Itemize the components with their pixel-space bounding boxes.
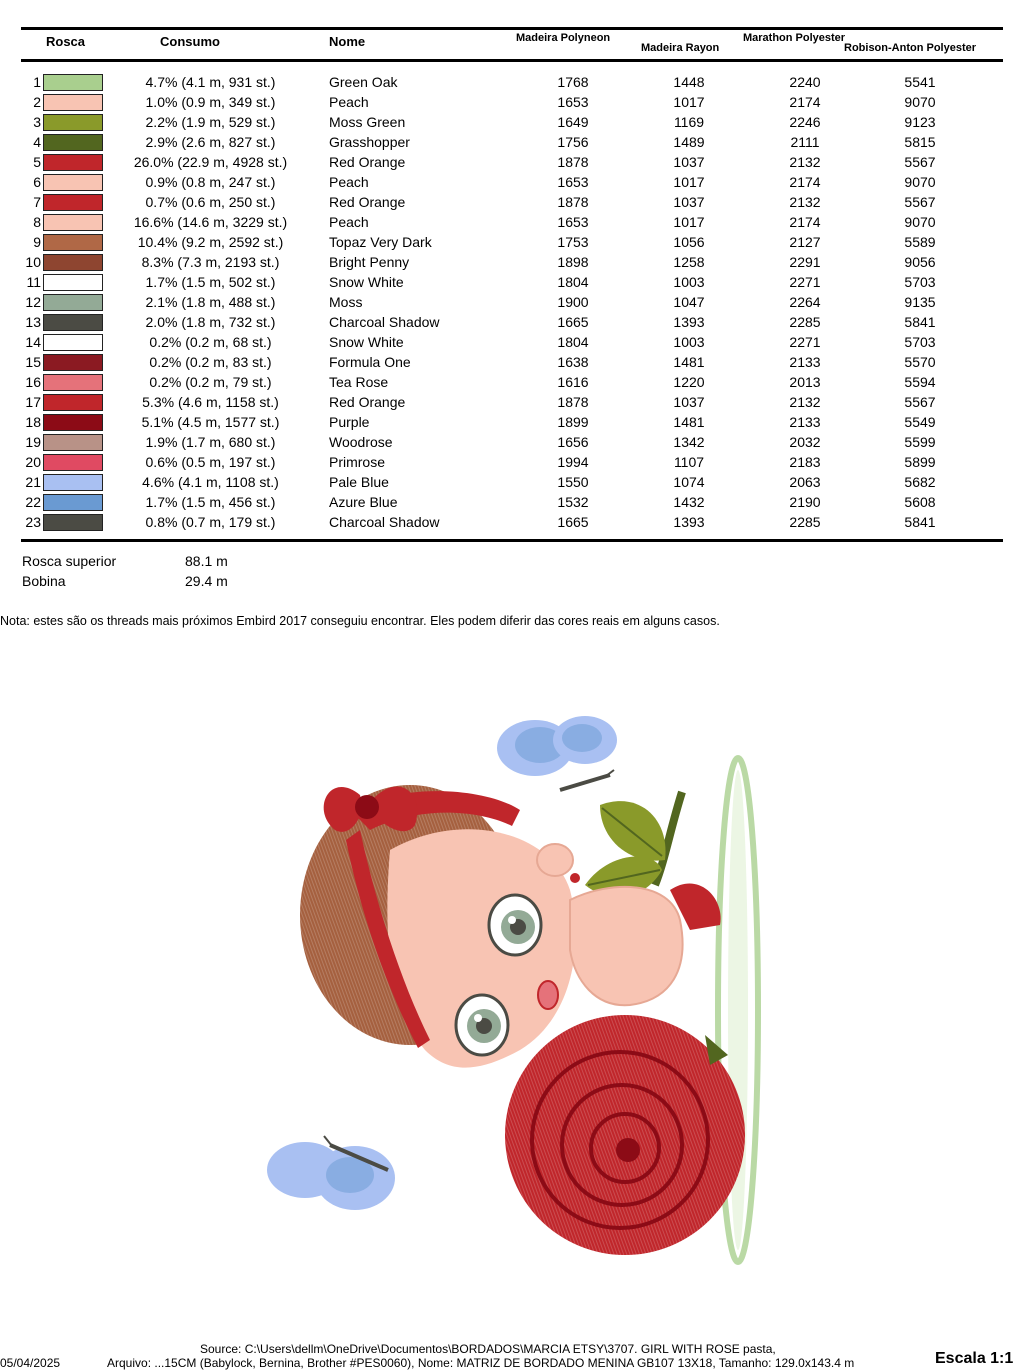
table-row (0, 312, 1024, 332)
row-consumption: 2.1% (1.8 m, 488 st.) (145, 294, 276, 310)
row-thread-name: Bright Penny (329, 254, 410, 270)
row-thread-name: Woodrose (329, 434, 393, 450)
table-row (0, 412, 1024, 432)
row-number: 17 (25, 394, 41, 410)
mouth (538, 981, 558, 1009)
total-bobbin-label: Bobina (22, 573, 66, 589)
row-madeira-rayon: 1393 (673, 314, 705, 330)
row-robison-anton-polyester: 5549 (904, 414, 936, 430)
row-madeira-rayon: 1258 (673, 254, 705, 270)
row-number: 23 (25, 514, 41, 530)
row-consumption: 5.3% (4.6 m, 1158 st.) (142, 394, 279, 410)
row-marathon-polyester: 2132 (789, 154, 821, 170)
row-robison-anton-polyester: 5703 (904, 334, 936, 350)
row-madeira-rayon: 1393 (673, 514, 705, 530)
row-thread-name: Charcoal Shadow (329, 514, 440, 530)
row-madeira-polyneon: 1656 (557, 434, 589, 450)
row-madeira-rayon: 1056 (673, 234, 705, 250)
table-row (0, 332, 1024, 352)
butterfly-lower (267, 1136, 395, 1210)
color-swatch (43, 474, 103, 491)
row-madeira-rayon: 1003 (673, 274, 705, 290)
row-number: 18 (25, 414, 41, 430)
total-bobbin-value: 29.4 m (185, 573, 228, 589)
row-robison-anton-polyester: 5594 (904, 374, 936, 390)
row-madeira-rayon: 1169 (673, 114, 705, 130)
row-madeira-rayon: 1481 (673, 354, 705, 370)
row-robison-anton-polyester: 9056 (904, 254, 936, 270)
row-robison-anton-polyester: 5841 (904, 514, 936, 530)
row-robison-anton-polyester: 5682 (904, 474, 936, 490)
row-madeira-polyneon: 1878 (557, 154, 589, 170)
table-row (0, 492, 1024, 512)
row-consumption: 0.2% (0.2 m, 83 st.) (149, 354, 272, 370)
color-swatch (43, 434, 103, 451)
row-consumption: 2.0% (1.8 m, 732 st.) (145, 314, 276, 330)
row-marathon-polyester: 2127 (789, 234, 821, 250)
row-number: 21 (25, 474, 41, 490)
row-thread-name: Snow White (329, 274, 404, 290)
row-thread-name: Topaz Very Dark (329, 234, 432, 250)
color-swatch (43, 374, 103, 391)
row-marathon-polyester: 2174 (789, 94, 821, 110)
row-marathon-polyester: 2291 (789, 254, 821, 270)
row-consumption: 1.0% (0.9 m, 349 st.) (145, 94, 276, 110)
row-number: 10 (25, 254, 41, 270)
row-madeira-polyneon: 1653 (557, 214, 589, 230)
row-madeira-polyneon: 1899 (557, 414, 589, 430)
row-madeira-polyneon: 1616 (557, 374, 589, 390)
row-robison-anton-polyester: 9123 (904, 114, 936, 130)
header-marathon-polyester: Marathon Polyester (743, 32, 846, 44)
row-madeira-rayon: 1037 (673, 194, 705, 210)
row-madeira-polyneon: 1994 (557, 454, 589, 470)
row-marathon-polyester: 2133 (789, 414, 821, 430)
row-thread-name: Red Orange (329, 394, 406, 410)
row-madeira-polyneon: 1550 (557, 474, 589, 490)
table-top-rule (21, 27, 1003, 30)
row-robison-anton-polyester: 5567 (904, 394, 936, 410)
row-madeira-polyneon: 1649 (557, 114, 589, 130)
table-row (0, 212, 1024, 232)
row-thread-name: Peach (329, 174, 369, 190)
row-number: 19 (25, 434, 41, 450)
row-marathon-polyester: 2132 (789, 194, 821, 210)
row-thread-name: Grasshopper (329, 134, 410, 150)
color-swatch (43, 294, 103, 311)
row-marathon-polyester: 2174 (789, 214, 821, 230)
table-bottom-rule (21, 539, 1003, 542)
eye-upper (489, 895, 541, 955)
row-consumption: 1.9% (1.7 m, 680 st.) (145, 434, 276, 450)
row-marathon-polyester: 2013 (789, 374, 821, 390)
row-thread-name: Red Orange (329, 154, 406, 170)
row-number: 11 (26, 274, 41, 290)
row-madeira-rayon: 1448 (673, 74, 705, 90)
table-row (0, 192, 1024, 212)
butterfly-upper (497, 716, 617, 790)
row-madeira-rayon: 1489 (673, 134, 705, 150)
table-row (0, 172, 1024, 192)
row-madeira-polyneon: 1638 (557, 354, 589, 370)
row-madeira-polyneon: 1768 (557, 74, 589, 90)
row-robison-anton-polyester: 9070 (904, 94, 936, 110)
row-robison-anton-polyester: 5567 (904, 154, 936, 170)
ear (537, 844, 573, 876)
color-swatch (43, 394, 103, 411)
table-row (0, 152, 1024, 172)
row-thread-name: Green Oak (329, 74, 398, 90)
row-thread-name: Peach (329, 94, 369, 110)
table-row (0, 112, 1024, 132)
row-marathon-polyester: 2240 (789, 74, 821, 90)
row-number: 12 (25, 294, 41, 310)
color-swatch (43, 194, 103, 211)
row-marathon-polyester: 2285 (789, 314, 821, 330)
row-consumption: 0.8% (0.7 m, 179 st.) (145, 514, 276, 530)
row-robison-anton-polyester: 5815 (904, 134, 936, 150)
row-marathon-polyester: 2285 (789, 514, 821, 530)
row-thread-name: Purple (329, 414, 370, 430)
row-robison-anton-polyester: 5567 (904, 194, 936, 210)
row-marathon-polyester: 2063 (789, 474, 821, 490)
row-number: 4 (33, 134, 41, 150)
row-consumption: 0.9% (0.8 m, 247 st.) (145, 174, 276, 190)
row-marathon-polyester: 2271 (789, 274, 821, 290)
color-swatch (43, 134, 103, 151)
row-madeira-rayon: 1107 (673, 454, 705, 470)
row-consumption: 0.2% (0.2 m, 79 st.) (149, 374, 272, 390)
row-madeira-polyneon: 1756 (557, 134, 589, 150)
table-row (0, 472, 1024, 492)
color-swatch (43, 74, 103, 91)
row-number: 6 (33, 174, 41, 190)
table-row (0, 372, 1024, 392)
table-row (0, 432, 1024, 452)
row-number: 15 (25, 354, 41, 370)
color-swatch (43, 414, 103, 431)
row-thread-name: Tea Rose (329, 374, 389, 390)
row-madeira-polyneon: 1753 (557, 234, 589, 250)
header-madeira-polyneon: Madeira Polyneon (516, 32, 611, 44)
row-madeira-polyneon: 1804 (557, 274, 589, 290)
row-madeira-polyneon: 1878 (557, 394, 589, 410)
row-thread-name: Snow White (329, 334, 404, 350)
row-madeira-polyneon: 1878 (557, 194, 589, 210)
header-madeira-rayon: Madeira Rayon (641, 42, 720, 54)
row-madeira-rayon: 1432 (673, 494, 705, 510)
row-consumption: 0.7% (0.6 m, 250 st.) (145, 194, 276, 210)
color-swatch (43, 254, 103, 271)
color-swatch (43, 174, 103, 191)
row-madeira-rayon: 1017 (673, 174, 705, 190)
row-consumption: 1.7% (1.5 m, 502 st.) (145, 274, 276, 290)
row-madeira-polyneon: 1665 (557, 514, 589, 530)
row-consumption: 4.6% (4.1 m, 1108 st.) (142, 474, 279, 490)
row-consumption: 8.3% (7.3 m, 2193 st.) (141, 254, 280, 270)
row-consumption: 5.1% (4.5 m, 1577 st.) (141, 414, 280, 430)
total-top-thread-value: 88.1 m (185, 553, 228, 569)
table-row (0, 452, 1024, 472)
row-consumption: 26.0% (22.9 m, 4928 st.) (133, 154, 288, 170)
row-madeira-rayon: 1481 (673, 414, 705, 430)
row-madeira-polyneon: 1804 (557, 334, 589, 350)
row-marathon-polyester: 2271 (789, 334, 821, 350)
row-robison-anton-polyester: 5703 (904, 274, 936, 290)
header-robison-anton-polyester: Robison-Anton Polyester (844, 42, 977, 54)
header-rosca: Rosca (46, 34, 86, 49)
row-marathon-polyester: 2246 (789, 114, 821, 130)
color-swatch (43, 234, 103, 251)
row-thread-name: Primrose (329, 454, 386, 470)
rose (505, 1015, 745, 1255)
row-robison-anton-polyester: 5589 (904, 234, 936, 250)
color-swatch (43, 94, 103, 111)
row-marathon-polyester: 2183 (789, 454, 821, 470)
table-row (0, 272, 1024, 292)
row-marathon-polyester: 2264 (789, 294, 821, 310)
row-marathon-polyester: 2133 (789, 354, 821, 370)
table-row (0, 92, 1024, 112)
table-row (0, 392, 1024, 412)
table-row (0, 292, 1024, 312)
row-thread-name: Moss Green (329, 114, 406, 130)
row-marathon-polyester: 2132 (789, 394, 821, 410)
row-number: 2 (33, 94, 41, 110)
row-madeira-rayon: 1074 (673, 474, 705, 490)
row-consumption: 4.7% (4.1 m, 931 st.) (145, 74, 276, 90)
row-number: 8 (33, 214, 41, 230)
row-madeira-rayon: 1017 (673, 214, 705, 230)
row-madeira-rayon: 1342 (673, 434, 705, 450)
hand (570, 887, 683, 1005)
row-thread-name: Moss (329, 294, 363, 310)
color-swatch (43, 334, 103, 351)
row-number: 3 (33, 114, 41, 130)
footer-file: Arquivo: ...15CM (Babylock, Bernina, Brother #PES0060), Nome: MATRIZ DE BORDADO MENINA GB107 13X18, Tamanho: 129.0x143.4 m (107, 1356, 855, 1370)
footer-source: Source: C:\Users\dellm\OneDrive\Documentos\BORDADOS\MARCIA ETSY\3707. GIRL WITH ROSE pasta, (200, 1342, 776, 1356)
row-number: 20 (25, 454, 41, 470)
header-nome: Nome (329, 34, 366, 49)
row-consumption: 0.2% (0.2 m, 68 st.) (149, 334, 272, 350)
color-swatch (43, 154, 103, 171)
table-row (0, 352, 1024, 372)
table-row (0, 132, 1024, 152)
row-number: 16 (25, 374, 41, 390)
row-consumption: 2.2% (1.9 m, 529 st.) (145, 114, 276, 130)
row-madeira-rayon: 1037 (673, 394, 705, 410)
color-swatch (43, 314, 103, 331)
row-consumption: 10.4% (9.2 m, 2592 st.) (137, 234, 284, 250)
row-madeira-rayon: 1003 (673, 334, 705, 350)
row-thread-name: Pale Blue (329, 474, 389, 490)
table-row (0, 72, 1024, 92)
row-madeira-rayon: 1017 (673, 94, 705, 110)
row-number: 13 (25, 314, 41, 330)
row-madeira-polyneon: 1900 (557, 294, 589, 310)
color-swatch (43, 454, 103, 471)
thread-note: Nota: estes são os threads mais próximos Embird 2017 conseguiu encontrar. Eles podem diferir das cores reais em alguns casos. (0, 614, 720, 628)
table-row (0, 512, 1024, 532)
row-thread-name: Formula One (329, 354, 411, 370)
row-number: 9 (33, 234, 41, 250)
color-swatch (43, 214, 103, 231)
row-marathon-polyester: 2174 (789, 174, 821, 190)
color-swatch (43, 494, 103, 511)
row-robison-anton-polyester: 9070 (904, 174, 936, 190)
table-row (0, 252, 1024, 272)
row-number: 22 (25, 494, 41, 510)
embroidery-design-preview (250, 700, 780, 1270)
row-madeira-polyneon: 1665 (557, 314, 589, 330)
footer-scale: Escala 1:1 (935, 1350, 1014, 1367)
row-thread-name: Red Orange (329, 194, 406, 210)
row-madeira-rayon: 1037 (673, 154, 705, 170)
row-marathon-polyester: 2190 (789, 494, 821, 510)
row-thread-name: Charcoal Shadow (329, 314, 440, 330)
row-robison-anton-polyester: 9135 (904, 294, 936, 310)
row-number: 14 (25, 334, 41, 350)
color-swatch (43, 114, 103, 131)
row-number: 1 (33, 74, 41, 90)
row-robison-anton-polyester: 5899 (904, 454, 936, 470)
header-consumo: Consumo (160, 34, 220, 49)
row-consumption: 16.6% (14.6 m, 3229 st.) (133, 214, 288, 230)
footer-date: 05/04/2025 (0, 1356, 61, 1370)
table-header-rule (21, 59, 1003, 62)
color-swatch (43, 514, 103, 531)
row-consumption: 2.9% (2.6 m, 827 st.) (145, 134, 276, 150)
row-madeira-polyneon: 1532 (557, 494, 589, 510)
row-madeira-polyneon: 1653 (557, 94, 589, 110)
row-marathon-polyester: 2111 (790, 134, 820, 150)
row-robison-anton-polyester: 9070 (904, 214, 936, 230)
row-number: 5 (33, 154, 41, 170)
row-robison-anton-polyester: 5599 (904, 434, 936, 450)
row-madeira-rayon: 1047 (673, 294, 705, 310)
row-consumption: 0.6% (0.5 m, 197 st.) (145, 454, 276, 470)
row-robison-anton-polyester: 5541 (904, 74, 936, 90)
row-madeira-rayon: 1220 (673, 374, 705, 390)
eye-lower (456, 995, 508, 1055)
row-thread-name: Peach (329, 214, 369, 230)
color-swatch (43, 274, 103, 291)
row-number: 7 (33, 194, 41, 210)
table-row (0, 232, 1024, 252)
color-swatch (43, 354, 103, 371)
row-marathon-polyester: 2032 (789, 434, 821, 450)
total-top-thread-label: Rosca superior (22, 553, 117, 569)
row-robison-anton-polyester: 5570 (904, 354, 936, 370)
row-thread-name: Azure Blue (329, 494, 398, 510)
row-madeira-polyneon: 1653 (557, 174, 589, 190)
row-robison-anton-polyester: 5841 (904, 314, 936, 330)
row-madeira-polyneon: 1898 (557, 254, 589, 270)
row-consumption: 1.7% (1.5 m, 456 st.) (145, 494, 276, 510)
row-robison-anton-polyester: 5608 (904, 494, 936, 510)
